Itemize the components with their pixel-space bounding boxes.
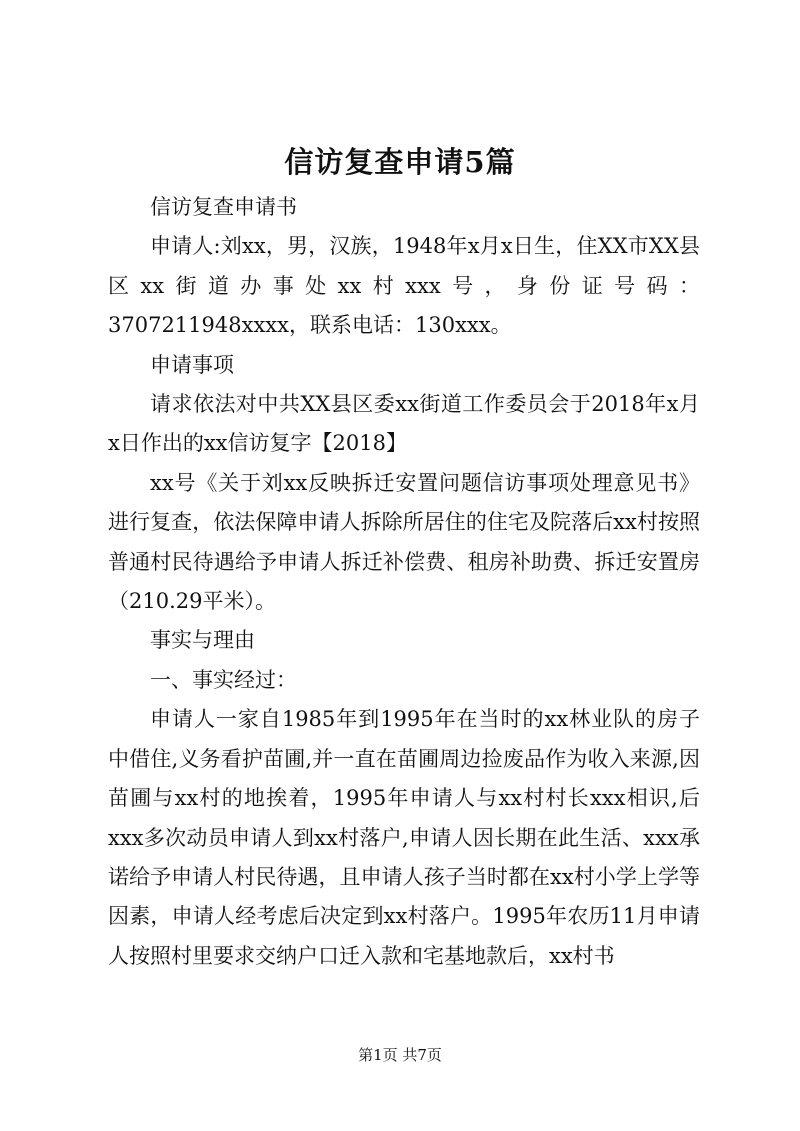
request-paragraph: 请求依法对中共XX县区委xx街道工作委员会于2018年x月x日作出的xx信访复字【2018】	[108, 392, 700, 456]
request-detail-paragraph: xx号《关于刘xx反映拆迁安置问题信访事项处理意见书》进行复查，依法保障申请人拆除所居住的住宅及院落后xx村按照普通村民待遇给予申请人拆迁补偿费、租房补助费、拆迁安置房（210.29平米）。	[108, 470, 700, 614]
document-body	[108, 188, 700, 976]
applicant-paragraph: 申请人:刘xx，男，汉族，1948年x月x日生，住XX市XX县区xx街道办事处xx村xxx号，身份证号码：3707211948xxxx，联系电话：130xxx。	[108, 234, 700, 338]
section-heading-request: 申请事项	[150, 352, 234, 377]
section-heading-facts: 事实与理由	[150, 628, 255, 653]
facts-paragraph: 申请人一家自1985年到1995年在当时的xx林业队的房子中借住,义务看护苗圃,并一直在苗圃周边捡废品作为收入来源,因苗圃与xx村的地挨着，1995年申请人与xx村村长xxx相识,后xxx多次动员申请人到xx村落户,申请人因长期在此生活、xxx承诺给予申请人村民待遇，且申请人孩子当时都在xx村小学上学等因素，申请人经考虑后决定到xx村落户。1995年农历11月申请人按照村里要求交纳户口迁入款和宅基地款后，xx村书	[108, 707, 700, 968]
page-number-footer: 第1页 共7页	[358, 1046, 442, 1064]
subtitle-paragraph: 信访复查申请书	[150, 195, 297, 219]
document-title: 信访复查申请5篇	[284, 145, 516, 179]
subsection-heading: 一、事实经过：	[150, 667, 297, 692]
